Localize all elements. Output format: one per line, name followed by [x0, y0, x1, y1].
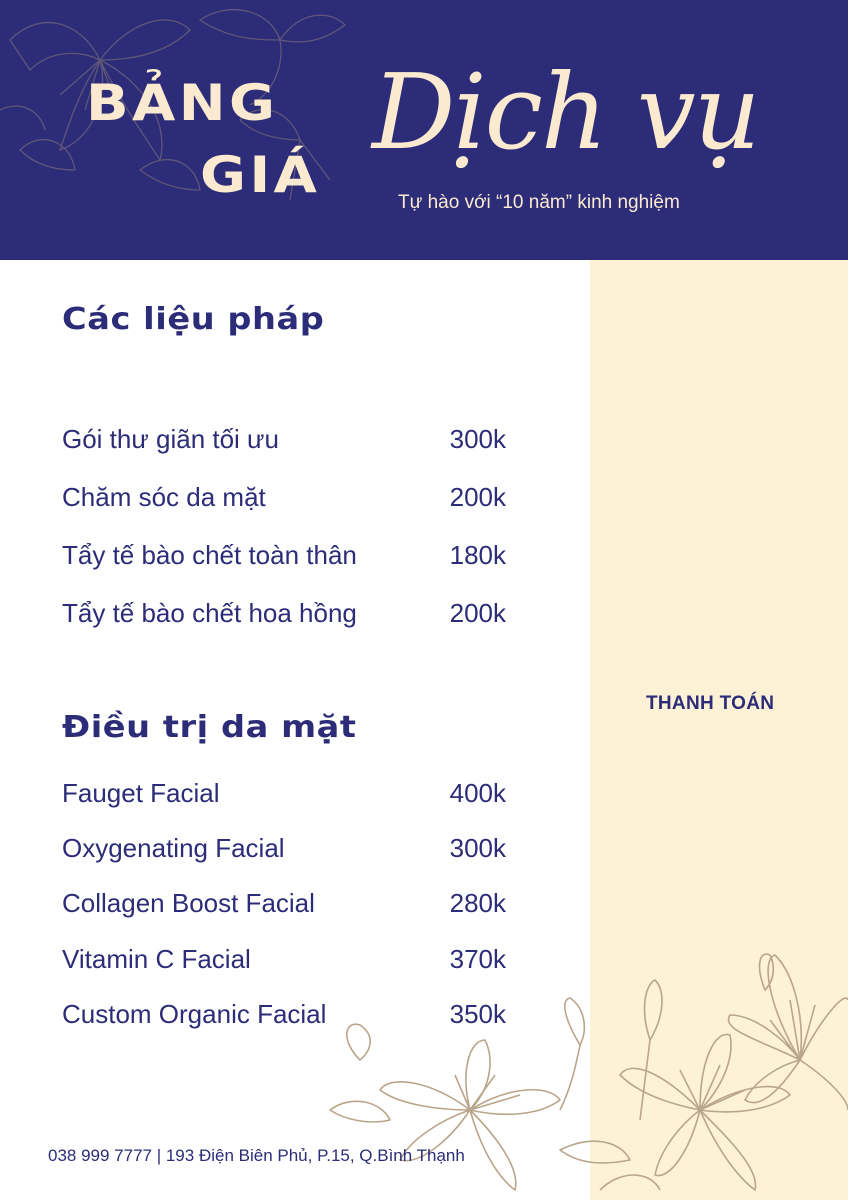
item-price: 300k — [449, 424, 506, 454]
section-title-therapies: Các liệu pháp — [62, 302, 325, 337]
header-banner — [0, 0, 848, 260]
item-name: Oxygenating Facial — [62, 833, 285, 863]
item-name: Tẩy tế bào chết toàn thân — [62, 540, 357, 570]
list-item — [62, 999, 506, 1033]
item-price: 200k — [449, 482, 506, 512]
item-name: Gói thư giãn tối ưu — [62, 424, 279, 454]
title-gia: GIÁ — [200, 146, 321, 204]
list-item — [62, 540, 506, 574]
item-price: 280k — [449, 888, 506, 918]
item-name: Vitamin C Facial — [62, 944, 251, 974]
item-name: Chăm sóc da mặt — [62, 482, 266, 512]
list-item — [62, 833, 506, 867]
list-item — [62, 598, 506, 632]
side-panel — [590, 260, 848, 1200]
payment-label: THANH TOÁN — [646, 693, 775, 714]
title-bang: BẢNG — [86, 74, 279, 132]
item-name: Fauget Facial — [62, 778, 220, 808]
list-item — [62, 778, 506, 812]
item-price: 300k — [449, 833, 506, 863]
item-price: 180k — [449, 540, 506, 570]
item-name: Collagen Boost Facial — [62, 888, 315, 918]
section-title-facial: Điều trị da mặt — [62, 710, 357, 745]
item-price: 350k — [449, 999, 506, 1029]
list-item — [62, 888, 506, 922]
item-price: 400k — [449, 778, 506, 808]
item-price: 200k — [449, 598, 506, 628]
list-item — [62, 424, 506, 458]
item-name: Custom Organic Facial — [62, 999, 327, 1029]
tagline: Tự hào với “10 năm” kinh nghiệm — [398, 192, 680, 213]
title-dich-vu: Dịch vụ — [372, 51, 759, 173]
item-price: 370k — [449, 944, 506, 974]
list-item — [62, 944, 506, 978]
item-name: Tẩy tế bào chết hoa hồng — [62, 598, 357, 628]
footer-contact: 038 999 7777 | 193 Điện Biên Phủ, P.15, Q.Bình Thạnh — [48, 1146, 465, 1165]
list-item — [62, 482, 506, 516]
